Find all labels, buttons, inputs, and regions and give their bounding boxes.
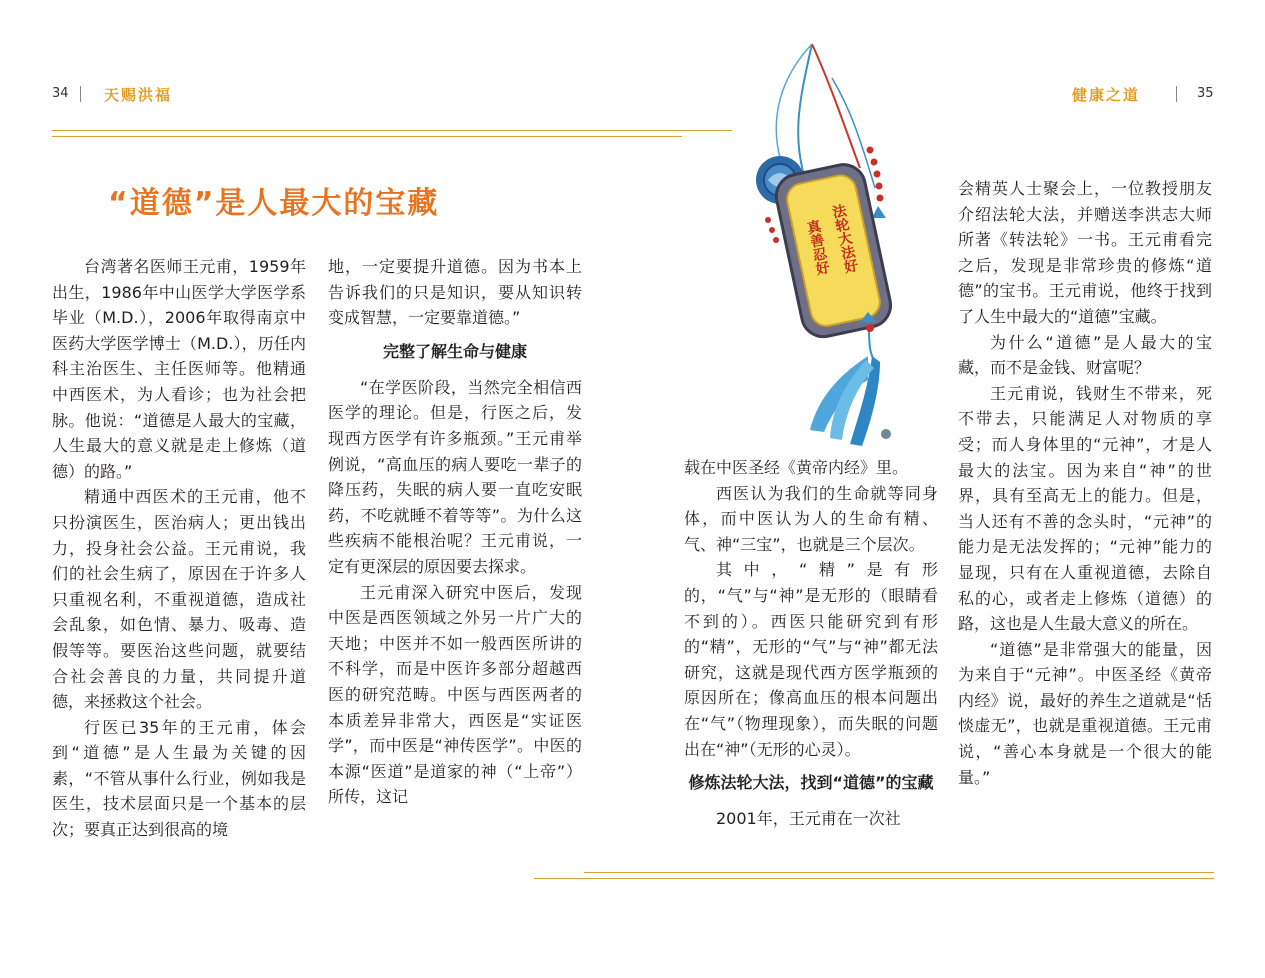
- left-section-title: 天赐洪福: [104, 86, 173, 104]
- top-rule-1: [52, 130, 732, 131]
- bottom-rule-2: [534, 878, 1214, 879]
- paragraph: “道德”是非常强大的能量，因为来自于“元神”。中医圣经《黄帝内经》说，最好的养生之道就是“恬惔虚无”，也就是重视道德。王元甫说，“善心本身就是一个很大的能量。”: [958, 639, 1212, 787]
- article-title: “道德”是人最大的宝藏: [108, 186, 440, 221]
- right-header-separator: [1176, 86, 1177, 102]
- right-page-number: 35: [1197, 86, 1214, 101]
- left-page-number: 34: [52, 86, 69, 101]
- charm-label-falun-dafa: 法轮大法好: [829, 202, 860, 275]
- paragraph: 精通中西医术的王元甫，他不只扮演医生，医治病人；更出钱出力，投身社会公益。王元甫说，我们的社会生病了，原因在于许多人只重视名利，不重视道德，造成社会乱象，如色情、暴力、吸毒、造假等等。要医治这些问题，就要结合社会善良的力量，共同提升道德，来拯救这个社会。: [52, 487, 306, 712]
- article-column-3: [684, 455, 938, 832]
- article-column-2: [328, 254, 582, 810]
- paragraph: 地，一定要提升道德。因为书本上告诉我们的只是知识，要从知识转变成智慧，一定要靠道德。”: [328, 257, 582, 328]
- paragraph: 会精英人士聚会上，一位教授朋友介绍法轮大法，并赠送李洪志大师所著《转法轮》一书。王元甫看完之后，发现是非常珍贵的修炼“道德”的宝书。王元甫说，他终于找到了人生中最大的“道德”宝藏。: [958, 179, 1212, 326]
- paragraph: 为什么“道德”是人最大的宝藏，而不是金钱、财富呢？: [958, 332, 1212, 378]
- falun-dafa-charm-illustration: [750, 38, 950, 450]
- paragraph: 王元甫深入研究中医后，发现中医是西医领域之外另一片广大的天地；中医并不如一般西医所讲的不科学，而是中医许多部分超越西医的研究范畴。中医与西医两者的本质差异非常大，西医是“实证医学”，而中医是“神传医学”。中医的本源“医道”是道家的神（“上帝”）所传，这记: [328, 582, 582, 807]
- article-column-4: [958, 176, 1212, 790]
- paragraph: 其中，“精”是有形的，“气”与“神”是无形的（眼睛看不到的）。西医只能研究到有形的“精”，无形的“气”与“神”都无法研究，这就是现代西方医学瓶颈的原因所在；像高血压的根本问题出在“气”（物理现象），而失眠的问题出在“神”（无形的心灵）。: [684, 560, 938, 759]
- right-section-title: 健康之道: [1072, 86, 1141, 104]
- subheading: 完整了解生命与健康: [382, 341, 527, 361]
- paragraph: 行医已35年的王元甫，体会到“道德”是人生最为关键的因素，“不管从事什么行业，例如我是医生，技术层面只是一个基本的层次；要真正达到很高的境: [52, 717, 306, 840]
- paragraph: 2001年，王元甫在一次社: [716, 809, 901, 829]
- paragraph: 西医认为我们的生命就等同身体，而中医认为人的生命有精、气、神“三宝”，也就是三个层次。: [684, 483, 938, 554]
- bottom-rule-1: [584, 872, 1214, 873]
- paragraph: 王元甫说，钱财生不带来，死不带去，只能满足人对物质的享受；而人身体里的“元神”，才是人最大的法宝。因为来自“神”的世界，具有至高无上的能力。但是，当人还有不善的念头时，“元神”的能力是无法发挥的；“元神”能力的显现，只有在人重视道德，去除自私的心，或者走上修炼（道德）的路，这也是人生最大意义的所在。: [958, 383, 1212, 634]
- paragraph: 载在中医圣经《黄帝内经》里。: [684, 458, 909, 477]
- top-rule-2: [52, 136, 682, 137]
- article-column-1: [52, 254, 306, 843]
- charm-label-zhen-shan-ren: 真善忍好: [803, 218, 832, 277]
- left-header-separator: [80, 86, 81, 102]
- subheading: 修炼法轮大法，找到“道德”的宝藏: [688, 773, 934, 793]
- paragraph: 台湾著名医师王元甫，1959年出生，1986年中山医学大学医学系毕业（M.D.），2006年取得南京中医药大学医学博士（M.D.），历任内科主治医生、主任医师等。他精通中西医术，为人看诊；也为社会把脉。他说：“道德是人最大的宝藏，人生最大的意义就是走上修炼（道德）的路。”: [52, 257, 306, 481]
- paragraph: “在学医阶段，当然完全相信西医学的理论。但是，行医之后，发现西方医学有许多瓶颈。”王元甫举例说，“高血压的病人要吃一辈子的降压药，失眠的病人要一直吃安眠药，不吃就睡不着等等”。为什么这些疾病不能根治呢？王元甫说，一定有更深层的原因要去探求。: [328, 377, 582, 576]
